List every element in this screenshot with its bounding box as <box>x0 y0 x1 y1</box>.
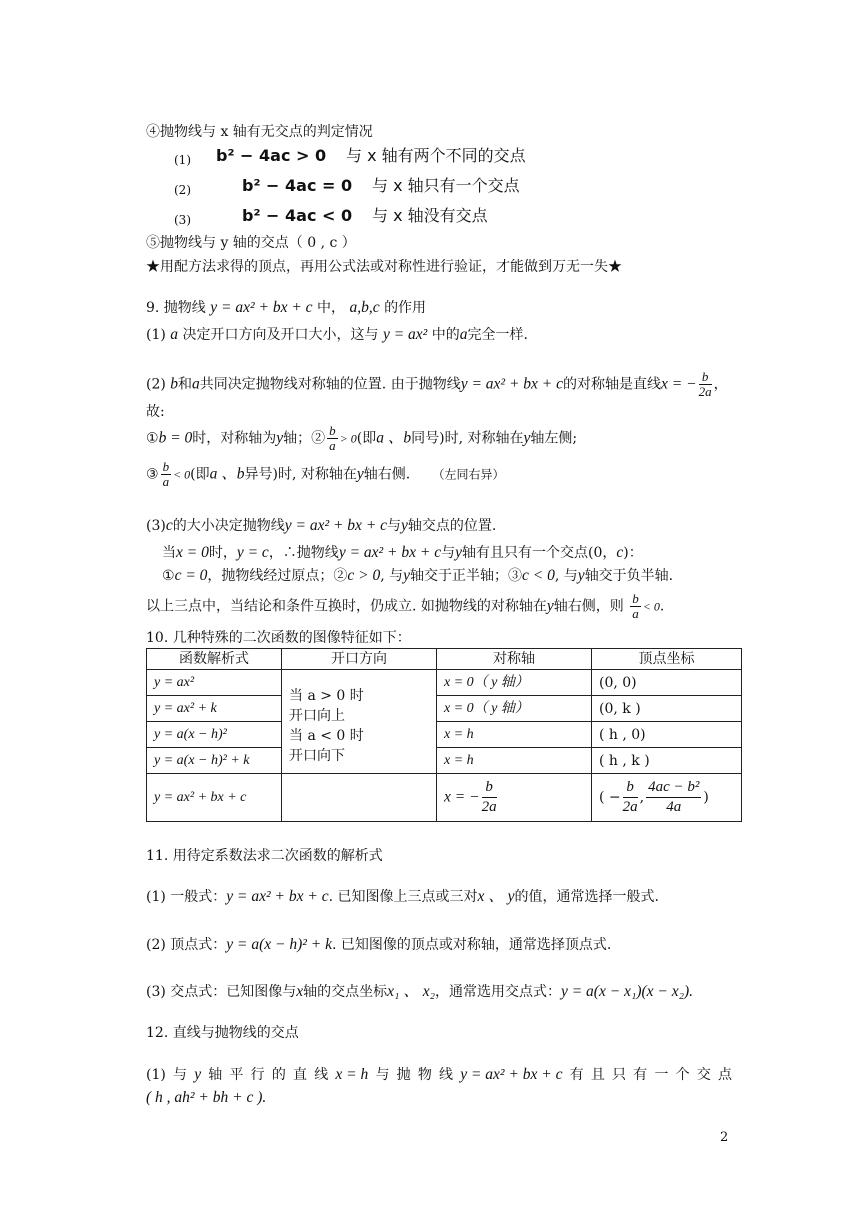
justified-token: 线 <box>439 1067 454 1083</box>
heading-text: 9. 抛物线 <box>146 300 206 316</box>
sec10-heading: 10. 几种特殊的二次函数的图像特征如下： <box>146 630 411 646</box>
equation: y = ax² + bx + c <box>460 375 563 393</box>
heading-text: 中， <box>317 300 346 316</box>
col-header: 对称轴 <box>437 649 592 670</box>
case-3 <box>174 206 488 230</box>
case-index: (3) <box>174 213 191 227</box>
fraction: $\frac{b}{2a}$ <box>698 369 712 399</box>
table-row <box>147 748 742 774</box>
sec11-p2: (2) 顶点式：y = a(x − h)² + k. 已知图像的顶点或对称轴，通常选择顶点式. <box>146 936 612 953</box>
sec4-title: ④抛物线与 x 轴有无交点的判定情况 <box>146 124 373 140</box>
justified-token: 且 <box>590 1067 605 1083</box>
vertex-cell: ( − $\frac{b}{2a}$ , $\frac{\text{4ac − b²}}{4a}$ ) <box>592 774 742 822</box>
text: 共同决定抛物线对称轴的位置. 由于抛物线 <box>199 376 461 393</box>
vertex-cell: ( h , k ) <box>592 748 742 774</box>
sec12-heading: 12. 直线与抛物线的交点 <box>146 1025 299 1041</box>
heading-text: 的作用 <box>384 300 427 316</box>
case-index: (2) <box>174 183 191 197</box>
equation: y = ax² <box>382 326 428 343</box>
table-row <box>147 696 742 722</box>
table-row <box>147 670 742 696</box>
sec9-p3: (3)c的大小决定抛物线y = ax² + bx + c与y轴交点的位置. <box>146 517 497 534</box>
sec12-p1 <box>146 1065 732 1085</box>
axis-cell: x = h <box>437 748 592 774</box>
fraction: $\frac{b}{a}$ <box>162 459 170 489</box>
sec9-p3b: 当x = 0时，y = c，∴抛物线y = ax² + bx + c与y轴有且只有一个交点(0，c)： <box>162 544 643 561</box>
var-a: a <box>459 326 468 343</box>
sec9-case2: ③ $\frac{b}{a}$ < 0(即a 、b异号)时, 对称轴在y轴右侧. （左同右异） <box>146 459 505 489</box>
sec9-p1: (1) a 决定开口方向及开口大小，这与 y = ax² 中的a完全一样. <box>146 326 528 343</box>
feature-table <box>146 648 742 822</box>
axis-cell: x = 0（ y 轴） <box>437 696 592 722</box>
variables: a,b,c <box>349 299 380 316</box>
justified-token: 与 <box>173 1067 188 1083</box>
sec9-case1: ①b = 0时，对称轴为y轴；② $\frac{b}{a}$ > 0(即a 、b同号)时, 对称轴在y轴左侧; <box>146 423 578 453</box>
page-number: 2 <box>720 1130 729 1145</box>
axis-cell: x = − $\frac{b}{2a}$ <box>437 774 592 822</box>
justified-token: 平 <box>229 1067 244 1083</box>
tip: ★用配方法求得的顶点，再用公式法或对称性进行验证，才能做到万无一失★ <box>146 259 622 275</box>
sec9-heading <box>146 298 426 318</box>
axis-eq: x = − <box>661 375 697 393</box>
justified-token: 直 <box>293 1067 308 1083</box>
case-text: 与 x 轴没有交点 <box>372 206 488 225</box>
fraction: $\frac{b}{a}$ <box>329 423 336 453</box>
sec9-p2: (2) b和a共同决定抛物线对称轴的位置. 由于抛物线y = ax² + bx + c的对称轴是直线x = − $\frac{b}{2a}$ ， <box>146 369 728 399</box>
table-row <box>147 722 742 748</box>
justified-token: 的 <box>271 1067 286 1083</box>
sec9-p3d: 以上三点中，当结论和条件互换时，仍成立. 如抛物线的对称轴在y轴右侧，则 $\frac{b}{a}$ < 0. <box>146 591 665 621</box>
function-cell: y = a(x − h)² <box>147 722 282 748</box>
justified-token: 有 <box>569 1067 584 1083</box>
axis-cell: x = 0（ y 轴） <box>437 670 592 696</box>
case-1 <box>174 146 526 170</box>
opening-cell-empty <box>282 774 437 822</box>
vertex-cell: (0, 0) <box>592 670 742 696</box>
case-condition: b² − 4ac = 0 <box>242 176 353 195</box>
case-index: (1) <box>174 153 191 167</box>
justified-token: 抛 <box>396 1067 411 1083</box>
vertex-cell: ( h , 0) <box>592 722 742 748</box>
sec11-heading: 11. 用待定系数法求二次函数的解析式 <box>146 848 383 864</box>
case-condition: b² − 4ac > 0 <box>216 146 327 165</box>
sec11-p1: (1) 一般式：y = ax² + bx + c. 已知图像上三点或三对x 、 y的值，通常选择一般式. <box>146 888 659 905</box>
text: 中的 <box>431 327 460 343</box>
case-text: 与 x 轴只有一个交点 <box>372 176 520 195</box>
justified-token: 只 <box>612 1067 627 1083</box>
sec9-so: 故: <box>146 404 165 420</box>
justified-token: y = ax² + bx + c <box>460 1066 563 1083</box>
justified-token: 个 <box>675 1067 690 1083</box>
function-cell: y = ax² <box>147 670 282 696</box>
text: (2) <box>146 376 166 393</box>
function-cell: y = ax² + bx + c <box>147 774 282 822</box>
table-header-row <box>147 649 742 670</box>
text: 决定开口方向及开口大小，这与 <box>182 327 379 343</box>
justified-token: 与 <box>375 1067 390 1083</box>
col-header: 开口方向 <box>282 649 437 670</box>
case-2 <box>174 176 520 200</box>
var-a: a <box>170 326 179 343</box>
equation: b = 0 <box>158 429 193 447</box>
justified-token: (1) <box>146 1067 166 1083</box>
table-row <box>147 774 742 822</box>
case-text: 与 x 轴有两个不同的交点 <box>346 146 526 165</box>
case-condition: b² − 4ac < 0 <box>242 206 353 225</box>
justified-token: 交 <box>696 1067 711 1083</box>
sec11-p3: (3) 交点式：已知图像与x轴的交点坐标x₁ 、 x₂，通常选用交点式：y = a(x − x₁)(x − x₂). <box>146 983 694 1000</box>
col-header: 函数解析式 <box>147 649 282 670</box>
axis-cell: x = h <box>437 722 592 748</box>
text: 的对称轴是直线 <box>563 376 661 393</box>
y-intersection: ⑤抛物线与 y 轴的交点（ 0 , c ） <box>146 235 356 251</box>
text: 和 <box>178 376 193 393</box>
equation: y = ax² + bx + c <box>210 299 313 316</box>
sec12-p1-line2: ( h , ah² + bh + c ). <box>146 1089 267 1106</box>
var-b: b <box>170 375 179 393</box>
var-a: a <box>192 375 200 393</box>
function-cell: y = ax² + k <box>147 696 282 722</box>
opening-cell: 当 a > 0 时 开口向上 当 a < 0 时 开口向下 <box>282 670 437 774</box>
text: 完全一样. <box>467 327 528 343</box>
justified-token: 轴 <box>208 1067 223 1083</box>
function-cell: y = a(x − h)² + k <box>147 748 282 774</box>
justified-token: y <box>194 1066 202 1083</box>
sec9-p3c: ①c = 0，抛物线经过原点；②c > 0, 与y轴交于正半轴；③c < 0, 与y轴交于负半轴. <box>162 567 674 584</box>
justified-token: 一 <box>654 1067 669 1083</box>
justified-token: x = h <box>335 1066 369 1083</box>
justified-token: 线 <box>314 1067 329 1083</box>
col-header: 顶点坐标 <box>592 649 742 670</box>
justified-token: 行 <box>250 1067 265 1083</box>
fraction: $\frac{b}{a}$ <box>632 591 639 621</box>
justified-token: 有 <box>633 1067 648 1083</box>
vertex-cell: (0, k ) <box>592 696 742 722</box>
justified-token: 点 <box>718 1067 732 1083</box>
justified-token: 物 <box>417 1067 432 1083</box>
